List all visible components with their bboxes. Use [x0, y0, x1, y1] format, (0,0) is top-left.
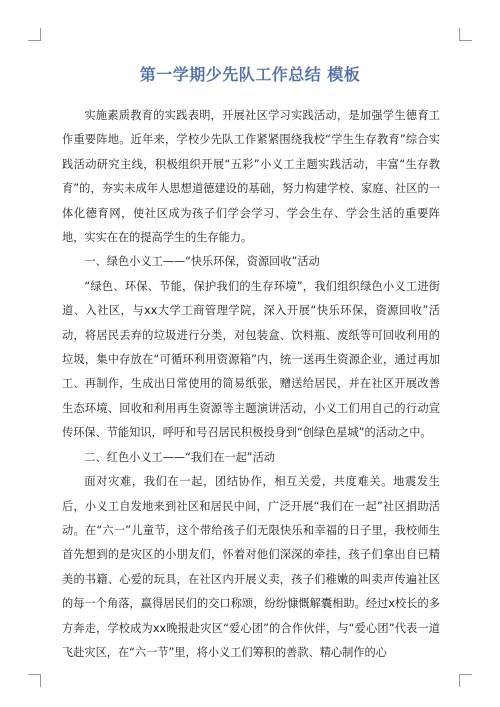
document-title: 第一学期少先队工作总结 模板	[139, 65, 361, 84]
green-volunteer-paragraph: “绿色、环保、节能，保护我们的生存环境”，我们组织绿色小义工进街道、入社区，与xx大学工商管理学院，深入开展“快乐环保，资源回收”活动，将居民丢弃的垃圾进行分类，对包装盒、饮料瓶、废纸等可回收利用的垃圾，集中存放在“可循环利用资源箱”内，统一送再生资源企业，通过再加工、再制作，生成出日常使用的简易纸张，赠送给居民，并在社区开展改善生态环境、回收和利用再生资源等主题演讲活动，小义工们用自己的行动宣传环保、节能知识，呼吁和号召居民积极投身到“创绿色星城”的活动之中。	[62, 279, 440, 440]
section-heading-green: 一、绿色小义工——“快乐环保，资源回收”活动	[84, 255, 320, 269]
document-body	[62, 104, 440, 665]
crop-mark-bottom-right	[459, 674, 472, 687]
red-volunteer-paragraph: 面对灾难，我们在一起，团结协作，相互关爱，共度难关。地震发生后，小义工自发地来到社区和居民中间，广泛开展“我们在一起”社区捐助活动。在“六一”儿童节，这个带给孩子们无限快乐和幸福的日子里，我校师生首先想到的是灾区的小朋友们，怀着对他们深深的牵挂，孩子们拿出自已精美的书籍、心爱的玩具，在社区内开展义卖，孩子们稚嫩的叫卖声传遍社区的每一个角落，赢得居民们的交口称颂，纷纷慷慨解囊相助。经过x校长的多方奔走，学校成为xx晚报赴灾区“爱心团”的合作伙伴，与“爱心团”代表一道飞赴灾区，在“六一节”里，将小义工们筹积的善款、精心制作的心	[62, 475, 440, 659]
intro-paragraph: 实施素质教育的实践表明，开展社区学习实践活动，是加强学生德育工作重要阵地。近年来，学校少先队工作紧紧围绕我校“学生生存教育”综合实践活动研究主线，积极组织开展“五彩”小义工主题实践活动，丰富“生存教育”的，夯实未成年人思想道德建设的基础，努力构建学校、家庭、社区的一体化德育网，使社区成为孩子们学会学习、学会生存、学会生活的重要阵地，实实在在的提高学生的生存能力。	[62, 109, 440, 245]
crop-mark-top-right	[459, 28, 472, 41]
crop-mark-bottom-left	[28, 674, 41, 687]
crop-mark-top-left	[28, 28, 41, 41]
section-heading-red: 二、红色小义工——“我们在一起”活动	[84, 450, 275, 464]
